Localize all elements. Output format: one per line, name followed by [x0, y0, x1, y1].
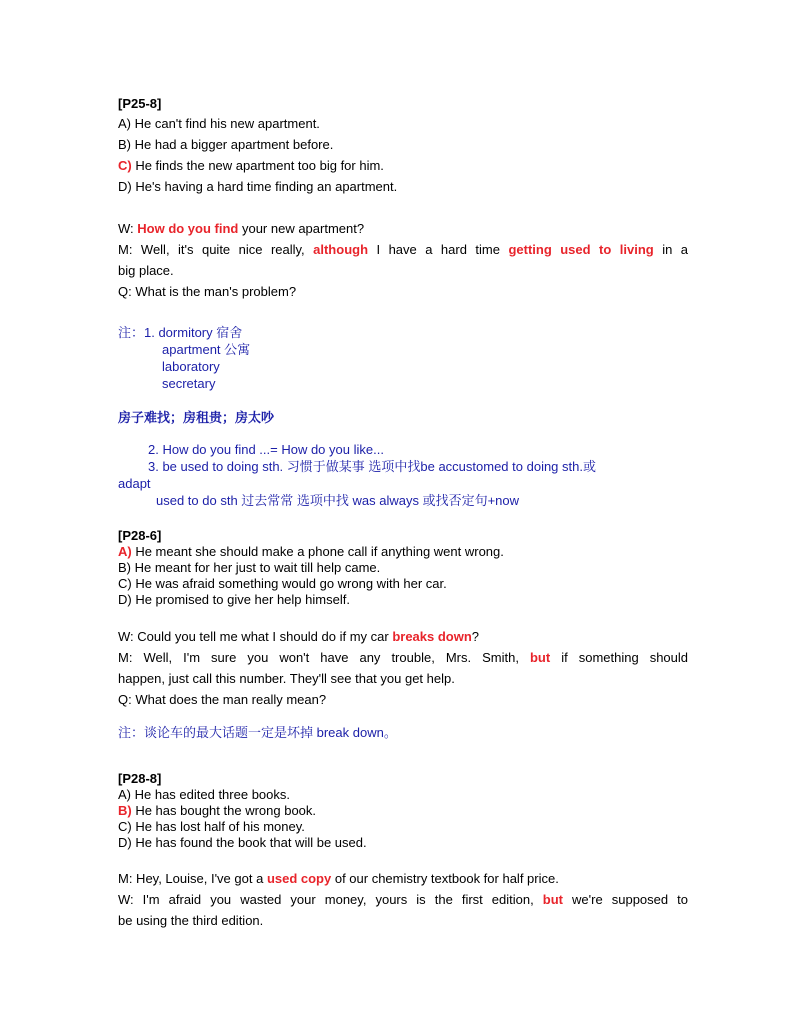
highlight-phrase: breaks down: [392, 629, 472, 644]
option-d: D) He's having a hard time finding an apartment.: [118, 179, 398, 194]
dialogue-line-man: M: Hey, Louise, I've got a used copy of our chemistry textbook for half price.: [118, 871, 559, 886]
option-text: He meant she should make a phone call if anything went wrong.: [131, 544, 504, 559]
note-line: apartment 公寓: [162, 342, 251, 357]
question-line: Q: What does the man really mean?: [118, 692, 327, 707]
option-a: [118, 544, 688, 560]
note-line: secretary: [162, 376, 216, 391]
dialogue-line-woman: W: Could you tell me what I should do if my car breaks down?: [118, 629, 480, 644]
option-b: B) He had a bigger apartment before.: [118, 137, 334, 152]
note-line: used to do sth 过去常常 选项中找 was always 或找否定句+now: [156, 493, 520, 508]
option-b: B) He meant for her just to wait till help came.: [118, 560, 381, 575]
option-c: [118, 155, 688, 176]
option-b: [118, 803, 688, 819]
highlight-phrase: getting used to living: [508, 242, 654, 257]
highlight-phrase: used copy: [266, 871, 332, 886]
option-d: D) He promised to give her help himself.: [118, 592, 350, 607]
dialogue-line-man: M: Well, it's quite nice really, although I have a hard time getting used to living in a: [118, 242, 689, 257]
dialogue-line-man-cont: big place.: [118, 263, 174, 278]
note-line: 注：1. dormitory 宿舍: [118, 325, 243, 340]
dialogue-line-man: M: Well, I'm sure you won't have any trouble, Mrs. Smith, but if something should: [118, 650, 689, 665]
dialogue-line-woman: W: How do you find your new apartment?: [118, 221, 365, 236]
option-text: He has bought the wrong book.: [131, 803, 317, 818]
question-line: Q: What is the man's problem?: [118, 284, 297, 299]
question-header: [P28-8]: [118, 771, 162, 786]
highlight-phrase: but: [529, 650, 551, 665]
option-d: D) He has found the book that will be used.: [118, 835, 367, 850]
note-line: adapt: [118, 476, 151, 491]
note-line: laboratory: [162, 359, 220, 374]
dialogue-line-woman: W: I'm afraid you wasted your money, yours is the first edition, but we're supposed to: [118, 892, 688, 907]
highlight-phrase: How do you find: [137, 221, 239, 236]
question-header: [P28-6]: [118, 528, 162, 543]
option-a: A) He can't find his new apartment.: [118, 116, 320, 131]
answer-letter: B): [118, 803, 132, 818]
option-c: C) He was afraid something would go wrong with her car.: [118, 576, 447, 591]
note-line: 2. How do you find ...= How do you like...: [148, 442, 384, 457]
option-c: C) He has lost half of his money.: [118, 819, 305, 834]
note-line: 3. be used to doing sth. 习惯于做某事 选项中找be accustomed to doing sth.或: [148, 459, 596, 474]
dialogue-line-woman-cont: be using the third edition.: [118, 913, 264, 928]
answer-letter: C): [118, 158, 132, 173]
option-a: A) He has edited three books.: [118, 787, 290, 802]
option-text: He finds the new apartment too big for him.: [131, 158, 384, 173]
answer-letter: A): [118, 544, 132, 559]
highlight-phrase: although: [313, 242, 369, 257]
highlight-phrase: but: [542, 892, 563, 907]
question-header: [P25-8]: [118, 96, 162, 111]
dialogue-line-man-cont: happen, just call this number. They'll see that you get help.: [118, 671, 455, 686]
document-page: [118, 94, 688, 931]
note-line: 注：谈论车的最大话题一定是坏掉 break down。: [118, 725, 397, 740]
note-summary: 房子难找；房租贵；房太吵: [118, 410, 275, 425]
